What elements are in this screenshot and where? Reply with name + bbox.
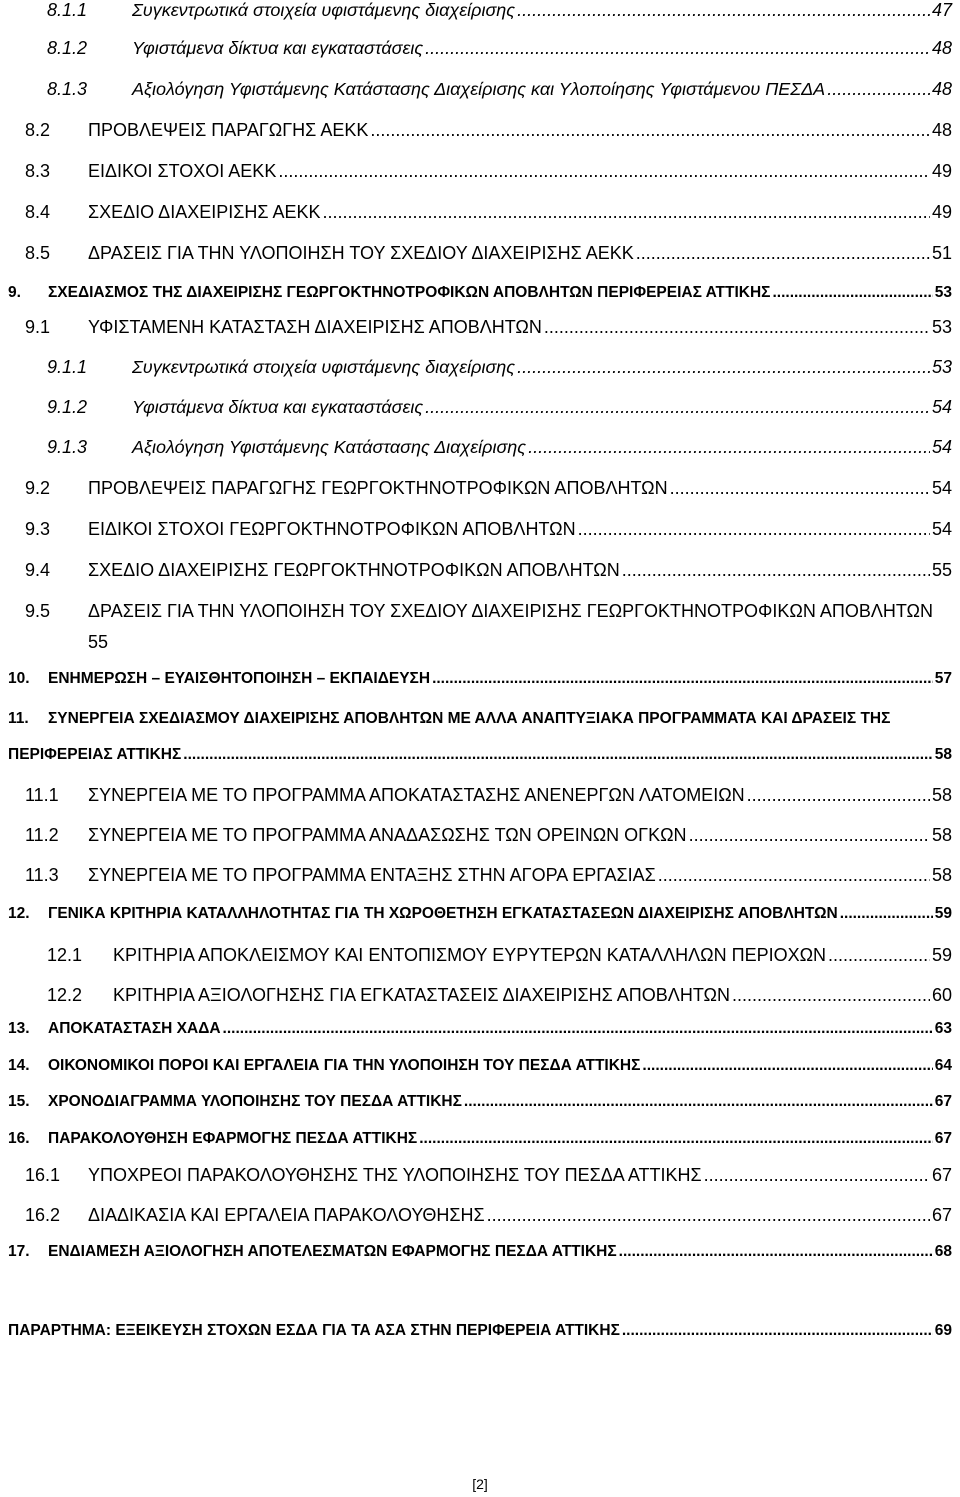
toc-leader-dots — [278, 161, 930, 182]
toc-entry-number: 9.1.1 — [47, 357, 88, 377]
toc-entry-title: ΕΙΔΙΚΟΙ ΣΤΟΧΟΙ ΑΕΚΚ — [88, 161, 277, 181]
toc-entry-continuation — [0, 632, 960, 666]
toc-entry-number: 14. — [8, 1057, 30, 1074]
toc-entry-number: 8.1.1 — [47, 0, 88, 20]
toc-entry-number: 8.1.2 — [47, 38, 88, 58]
toc-entry-number: 9.4 — [25, 560, 51, 580]
toc-entry[interactable] — [0, 478, 960, 512]
toc-entry-text — [48, 670, 952, 688]
toc-entry-title: Αξιολόγηση Υφιστάμενης Κατάστασης Διαχείρισης και Υλοποίησης Υφιστάμενου ΠΕΣΔΑ — [132, 79, 826, 99]
toc-entry-text — [132, 38, 952, 59]
toc-entry[interactable] — [0, 437, 960, 471]
toc-entry-page: 49 — [931, 161, 952, 181]
toc-leader-dots — [183, 746, 932, 764]
toc-entry-title: ΔΡΑΣΕΙΣ ΓΙΑ ΤΗΝ ΥΛΟΠΟΙΗΣΗ ΤΟΥ ΣΧΕΔΙΟΥ ΔΙΑΧΕΙΡΙΣΗΣ ΓΕΩΡΓΟΚΤΗΝΟΤΡΟΦΙΚΩΝ ΑΠΟΒΛΗΤΩΝ — [88, 601, 933, 621]
toc-leader-dots — [772, 284, 932, 302]
toc-entry-page: 60 — [931, 985, 952, 1005]
toc-entry-page: 67 — [931, 1165, 952, 1185]
toc-entry-page: 55 — [88, 632, 109, 652]
toc-entry-title: ΣΧΕΔΙΟ ΔΙΑΧΕΙΡΙΣΗΣ ΑΕΚΚ — [88, 202, 321, 222]
toc-entry[interactable] — [0, 357, 960, 391]
toc-entry-page: 47 — [931, 0, 952, 20]
toc-entry-page: 58 — [931, 825, 952, 845]
toc-entry-page: 51 — [931, 243, 952, 263]
toc-leader-dots — [840, 905, 933, 923]
toc-entry-number: 17. — [8, 1243, 30, 1260]
toc-entry[interactable] — [0, 670, 960, 704]
toc-entry[interactable] — [0, 560, 960, 594]
toc-entry[interactable] — [0, 284, 960, 318]
toc-entry-title: ΣΥΝΕΡΓΕΙΑ ΜΕ ΤΟ ΠΡΟΓΡΑΜΜΑ ΑΠΟΚΑΤΑΣΤΑΣΗΣ ΑΝΕΝΕΡΓΩΝ ΛΑΤΟΜΕΙΩΝ — [88, 785, 745, 805]
toc-entry[interactable] — [0, 1205, 960, 1239]
toc-entry-page: 54 — [931, 397, 952, 417]
toc-entry[interactable] — [0, 202, 960, 236]
toc-entry[interactable] — [0, 785, 960, 819]
toc-entry-text — [88, 161, 952, 182]
toc-leader-dots — [658, 865, 930, 886]
toc-entry-title: ΣΥΝΕΡΓΕΙΑ ΜΕ ΤΟ ΠΡΟΓΡΑΜΜΑ ΕΝΤΑΞΗΣ ΣΤΗΝ ΑΓΟΡΑ ΕΡΓΑΣΙΑΣ — [88, 865, 656, 885]
toc-entry-text — [88, 865, 952, 886]
toc-entry-text — [88, 1205, 952, 1226]
toc-entry-text — [88, 825, 952, 846]
toc-entry-text — [132, 437, 952, 458]
toc-entry[interactable] — [0, 1057, 960, 1091]
toc-entry-page: 53 — [931, 357, 952, 377]
toc-entry[interactable] — [0, 519, 960, 553]
toc-entry-page: 59 — [934, 905, 952, 922]
toc-entry-text — [88, 317, 952, 338]
toc-leader-dots — [432, 670, 933, 688]
toc-entry-title: ΣΥΝΕΡΓΕΙΑ ΣΧΕΔΙΑΣΜΟΥ ΔΙΑΧΕΙΡΙΣΗΣ ΑΠΟΒΛΗΤΩΝ ΜΕ ΑΛΛΑ ΑΝΑΠΤΥΞΙΑΚΑ ΠΡΟΓΡΑΜΜΑΤΑ ΚΑΙ ΔΡΑΣΕΙΣ ΤΗΣ — [48, 710, 891, 727]
toc-entry-title: ΣΧΕΔΙΑΣΜΟΣ ΤΗΣ ΔΙΑΧΕΙΡΙΣΗΣ ΓΕΩΡΓΟΚΤΗΝΟΤΡΟΦΙΚΩΝ ΑΠΟΒΛΗΤΩΝ ΠΕΡΙΦΕΡΕΙΑΣ ΑΤΤΙΚΗΣ — [48, 284, 771, 301]
toc-entry-number: 16. — [8, 1130, 30, 1147]
toc-entry[interactable] — [0, 985, 960, 1019]
toc-leader-dots — [704, 1165, 930, 1186]
toc-entry-continuation — [0, 746, 960, 780]
toc-entry-page: 54 — [931, 478, 952, 498]
toc-entry-page: 58 — [931, 785, 952, 805]
toc-entry-text — [48, 1057, 952, 1075]
toc-entry[interactable] — [0, 79, 960, 113]
toc-entry[interactable] — [0, 945, 960, 979]
toc-entry-title: ΔΙΑΔΙΚΑΣΙΑ ΚΑΙ ΕΡΓΑΛΕΙΑ ΠΑΡΑΚΟΛΟΥΘΗΣΗΣ — [88, 1205, 485, 1225]
toc-leader-dots — [732, 985, 930, 1006]
toc-entry-title: ΚΡΙΤΗΡΙΑ ΑΞΙΟΛΟΓΗΣΗΣ ΓΙΑ ΕΓΚΑΤΑΣΤΑΣΕΙΣ ΔΙΑΧΕΙΡΙΣΗΣ ΑΠΟΒΛΗΤΩΝ — [113, 985, 730, 1005]
toc-entry-title: ΑΠΟΚΑΤΑΣΤΑΣΗ ΧΑΔΑ — [48, 1020, 221, 1037]
toc-leader-dots — [425, 397, 930, 418]
toc-leader-dots — [425, 38, 930, 59]
toc-entry-title: ΔΡΑΣΕΙΣ ΓΙΑ ΤΗΝ ΥΛΟΠΟΙΗΣΗ ΤΟΥ ΣΧΕΔΙΟΥ ΔΙΑΧΕΙΡΙΣΗΣ ΑΕΚΚ — [88, 243, 634, 263]
toc-entry-title: ΟΙΚΟΝΟΜΙΚΟΙ ΠΟΡΟΙ ΚΑΙ ΕΡΓΑΛΕΙΑ ΓΙΑ ΤΗΝ ΥΛΟΠΟΙΗΣΗ ΤΟΥ ΠΕΣΔΑ ΑΤΤΙΚΗΣ — [48, 1057, 641, 1074]
toc-entry-text — [132, 0, 952, 21]
toc-entry-page: 53 — [931, 317, 952, 337]
toc-entry-number: 8.3 — [25, 161, 51, 181]
toc-leader-dots — [578, 519, 930, 540]
toc-entry-number: 9.3 — [25, 519, 51, 539]
toc-entry[interactable] — [0, 1130, 960, 1164]
toc-leader-dots — [828, 945, 930, 966]
toc-entry-title: Συγκεντρωτικά στοιχεία υφιστάμενης διαχείρισης — [132, 0, 516, 20]
toc-entry-page: 58 — [931, 865, 952, 885]
toc-entry-text — [113, 945, 952, 966]
toc-entry-page: 67 — [934, 1093, 952, 1110]
toc-entry-number: 12. — [8, 905, 30, 922]
toc-entry-text — [88, 560, 952, 581]
toc-entry-text — [48, 1243, 952, 1261]
toc-entry-title: ΕΙΔΙΚΟΙ ΣΤΟΧΟΙ ΓΕΩΡΓΟΚΤΗΝΟΤΡΟΦΙΚΩΝ ΑΠΟΒΛΗΤΩΝ — [88, 519, 576, 539]
toc-entry-page: 69 — [934, 1322, 952, 1339]
toc-entry[interactable] — [0, 1243, 960, 1277]
toc-leader-dots — [517, 0, 930, 21]
toc-entry-title: ΥΠΟΧΡΕΟΙ ΠΑΡΑΚΟΛΟΥΘΗΣΗΣ ΤΗΣ ΥΛΟΠΟΙΗΣΗΣ ΤΟΥ ΠΕΣΔΑ ΑΤΤΙΚΗΣ — [88, 1165, 702, 1185]
toc-entry-number: 11.2 — [25, 825, 59, 845]
toc-entry-text — [48, 1093, 952, 1111]
toc-entry[interactable] — [0, 1020, 960, 1054]
toc-entry-page: 59 — [931, 945, 952, 965]
toc-entry-page: 49 — [931, 202, 952, 222]
toc-entry-number: 9. — [8, 284, 21, 301]
toc-entry-text — [88, 243, 952, 264]
toc-leader-dots — [544, 317, 930, 338]
toc-leader-dots — [517, 357, 930, 378]
toc-entry-title: ΠΑΡΑΡΤΗΜΑ: ΕΞΕΙΚΕΥΣΗ ΣΤΟΧΩΝ ΕΣΔΑ ΓΙΑ ΤΑ ΑΣΑ ΣΤΗΝ ΠΕΡΙΦΕΡΕΙΑ ΑΤΤΙΚΗΣ — [8, 1322, 620, 1339]
toc-entry-title: ΠΡΟΒΛΕΨΕΙΣ ΠΑΡΑΓΩΓΗΣ ΑΕΚΚ — [88, 120, 369, 140]
toc-entry-text — [88, 1165, 952, 1186]
toc-entry[interactable] — [0, 825, 960, 859]
toc-leader-dots — [419, 1130, 933, 1148]
toc-entry-text — [132, 79, 952, 100]
toc-entry-title: ΧΡΟΝΟΔΙΑΓΡΑΜΜΑ ΥΛΟΠΟΙΗΣΗΣ ΤΟΥ ΠΕΣΔΑ ΑΤΤΙΚΗΣ — [48, 1093, 462, 1110]
toc-leader-dots — [622, 560, 930, 581]
toc-entry-page: 55 — [931, 560, 952, 580]
toc-entry-text — [88, 785, 952, 806]
toc-entry-page: 57 — [934, 670, 952, 687]
toc-entry-page: 54 — [931, 437, 952, 457]
toc-leader-dots — [619, 1243, 933, 1261]
toc-entry-text — [88, 202, 952, 223]
toc-entry[interactable] — [0, 120, 960, 154]
toc-entry-page: 58 — [934, 746, 952, 763]
toc-entry-title: ΠΡΟΒΛΕΨΕΙΣ ΠΑΡΑΓΩΓΗΣ ΓΕΩΡΓΟΚΤΗΝΟΤΡΟΦΙΚΩΝ ΑΠΟΒΛΗΤΩΝ — [88, 478, 668, 498]
toc-entry[interactable] — [0, 865, 960, 899]
toc-entry[interactable] — [0, 710, 960, 744]
toc-entry-number: 13. — [8, 1020, 30, 1037]
toc-entry-number: 12.2 — [47, 985, 83, 1005]
toc-entry-number: 8.5 — [25, 243, 51, 263]
toc-entry-text — [8, 1322, 952, 1340]
toc-entry-text — [48, 1020, 952, 1038]
toc-entry-number: 11.3 — [25, 865, 59, 885]
toc-entry[interactable] — [0, 1093, 960, 1127]
toc-entry-title: ΚΡΙΤΗΡΙΑ ΑΠΟΚΛΕΙΣΜΟΥ ΚΑΙ ΕΝΤΟΠΙΣΜΟΥ ΕΥΡΥΤΕΡΩΝ ΚΑΤΑΛΛΗΛΩΝ ΠΕΡΙΟΧΩΝ — [113, 945, 827, 965]
toc-entry-page: 48 — [931, 120, 952, 140]
toc-entry[interactable] — [0, 243, 960, 277]
toc-leader-dots — [670, 478, 930, 499]
toc-entry-text — [132, 357, 952, 378]
toc-entry-title: Συγκεντρωτικά στοιχεία υφιστάμενης διαχείρισης — [132, 357, 516, 377]
toc-entry-title-cont: ΠΕΡΙΦΕΡΕΙΑΣ ΑΤΤΙΚΗΣ — [8, 746, 182, 763]
toc-entry-number: 9.1.2 — [47, 397, 88, 417]
toc-entry-title: ΓΕΝΙΚΑ ΚΡΙΤΗΡΙΑ ΚΑΤΑΛΛΗΛΟΤΗΤΑΣ ΓΙΑ ΤΗ ΧΩΡΟΘΕΤΗΣΗ ΕΓΚΑΤΑΣΤΑΣΕΩΝ ΔΙΑΧΕΙΡΙΣΗΣ ΑΠΟΒΛΗΤΩΝ — [48, 905, 838, 922]
toc-entry-page: 64 — [934, 1057, 952, 1074]
toc-entry-number: 8.1.3 — [47, 79, 88, 99]
toc-entry-page: 63 — [934, 1020, 952, 1037]
toc-entry-title: Υφιστάμενα δίκτυα και εγκαταστάσεις — [132, 397, 424, 417]
toc-leader-dots — [747, 785, 930, 806]
toc-entry-number: 11. — [8, 710, 29, 727]
toc-entry[interactable] — [0, 317, 960, 351]
toc-entry[interactable] — [0, 397, 960, 431]
toc-entry-title: ΕΝΗΜΕΡΩΣΗ – ΕΥΑΙΣΘΗΤΟΠΟΙΗΣΗ – ΕΚΠΑΙΔΕΥΣΗ — [48, 670, 431, 687]
toc-leader-dots — [487, 1205, 930, 1226]
toc-leader-dots — [464, 1093, 933, 1111]
toc-entry-text — [48, 1130, 952, 1148]
toc-entry-text — [88, 601, 952, 622]
toc-leader-dots — [528, 437, 930, 458]
toc-entry-text — [132, 397, 952, 418]
toc-appendix-entry[interactable] — [0, 1322, 960, 1356]
toc-entry-title: Αξιολόγηση Υφιστάμενης Κατάστασης Διαχείρισης — [132, 437, 527, 457]
toc-entry[interactable] — [0, 905, 960, 939]
toc-leader-dots — [636, 243, 930, 264]
toc-entry-number: 9.1.3 — [47, 437, 88, 457]
toc-entry-text — [113, 985, 952, 1006]
toc-entry-page: 53 — [934, 284, 952, 301]
toc-entry-number: 8.2 — [25, 120, 51, 140]
toc-entry-number: 16.1 — [25, 1165, 61, 1185]
toc-entry-number: 9.5 — [25, 601, 51, 621]
toc-entry-number: 12.1 — [47, 945, 83, 965]
toc-leader-dots — [323, 202, 930, 223]
toc-leader-dots — [622, 1322, 933, 1340]
toc-entry-number: 15. — [8, 1093, 30, 1110]
toc-leader-dots — [642, 1057, 932, 1075]
toc-entry-text — [88, 519, 952, 540]
toc-entry-page: 54 — [931, 519, 952, 539]
toc-entry[interactable] — [0, 0, 960, 34]
page-number-footer: [2] — [472, 1476, 488, 1492]
toc-entry-text — [8, 746, 952, 764]
toc-entry-number: 16.2 — [25, 1205, 61, 1225]
toc-entry[interactable] — [0, 161, 960, 195]
toc-entry-text — [88, 120, 952, 141]
toc-entry-number: 9.1 — [25, 317, 51, 337]
toc-leader-dots — [689, 825, 930, 846]
toc-entry-page: 67 — [934, 1130, 952, 1147]
toc-entry-number: 9.2 — [25, 478, 51, 498]
toc-entry[interactable] — [0, 38, 960, 72]
toc-leader-dots — [223, 1020, 933, 1038]
toc-entry-title: ΕΝΔΙΑΜΕΣΗ ΑΞΙΟΛΟΓΗΣΗ ΑΠΟΤΕΛΕΣΜΑΤΩΝ ΕΦΑΡΜΟΓΗΣ ΠΕΣΔΑ ΑΤΤΙΚΗΣ — [48, 1243, 617, 1260]
toc-entry-page: 67 — [931, 1205, 952, 1225]
toc-entry-title: ΣΧΕΔΙΟ ΔΙΑΧΕΙΡΙΣΗΣ ΓΕΩΡΓΟΚΤΗΝΟΤΡΟΦΙΚΩΝ ΑΠΟΒΛΗΤΩΝ — [88, 560, 620, 580]
toc-leader-dots — [370, 120, 930, 141]
toc-entry-title: ΠΑΡΑΚΟΛΟΥΘΗΣΗ ΕΦΑΡΜΟΓΗΣ ΠΕΣΔΑ ΑΤΤΙΚΗΣ — [48, 1130, 418, 1147]
toc-entry-title: ΣΥΝΕΡΓΕΙΑ ΜΕ ΤΟ ΠΡΟΓΡΑΜΜΑ ΑΝΑΔΑΣΩΣΗΣ ΤΩΝ ΟΡΕΙΝΩΝ ΟΓΚΩΝ — [88, 825, 687, 845]
toc-entry-text — [88, 478, 952, 499]
toc-entry-page: 48 — [931, 38, 952, 58]
toc-entry-title: Υφιστάμενα δίκτυα και εγκαταστάσεις — [132, 38, 424, 58]
toc-leader-dots — [827, 79, 930, 100]
toc-entry-text — [48, 905, 952, 923]
toc-entry-number: 10. — [8, 670, 30, 687]
toc-entry[interactable] — [0, 1165, 960, 1199]
toc-entry-number: 11.1 — [25, 785, 59, 805]
toc-entry[interactable] — [0, 601, 960, 635]
toc-entry-number: 8.4 — [25, 202, 51, 222]
toc-entry-page: 68 — [934, 1243, 952, 1260]
toc-entry-text — [48, 284, 952, 302]
toc-entry-text — [48, 710, 952, 728]
toc-entry-title: ΥΦΙΣΤΑΜΕΝΗ ΚΑΤΑΣΤΑΣΗ ΔΙΑΧΕΙΡΙΣΗΣ ΑΠΟΒΛΗΤΩΝ — [88, 317, 542, 337]
toc-entry-page: 48 — [931, 79, 952, 99]
